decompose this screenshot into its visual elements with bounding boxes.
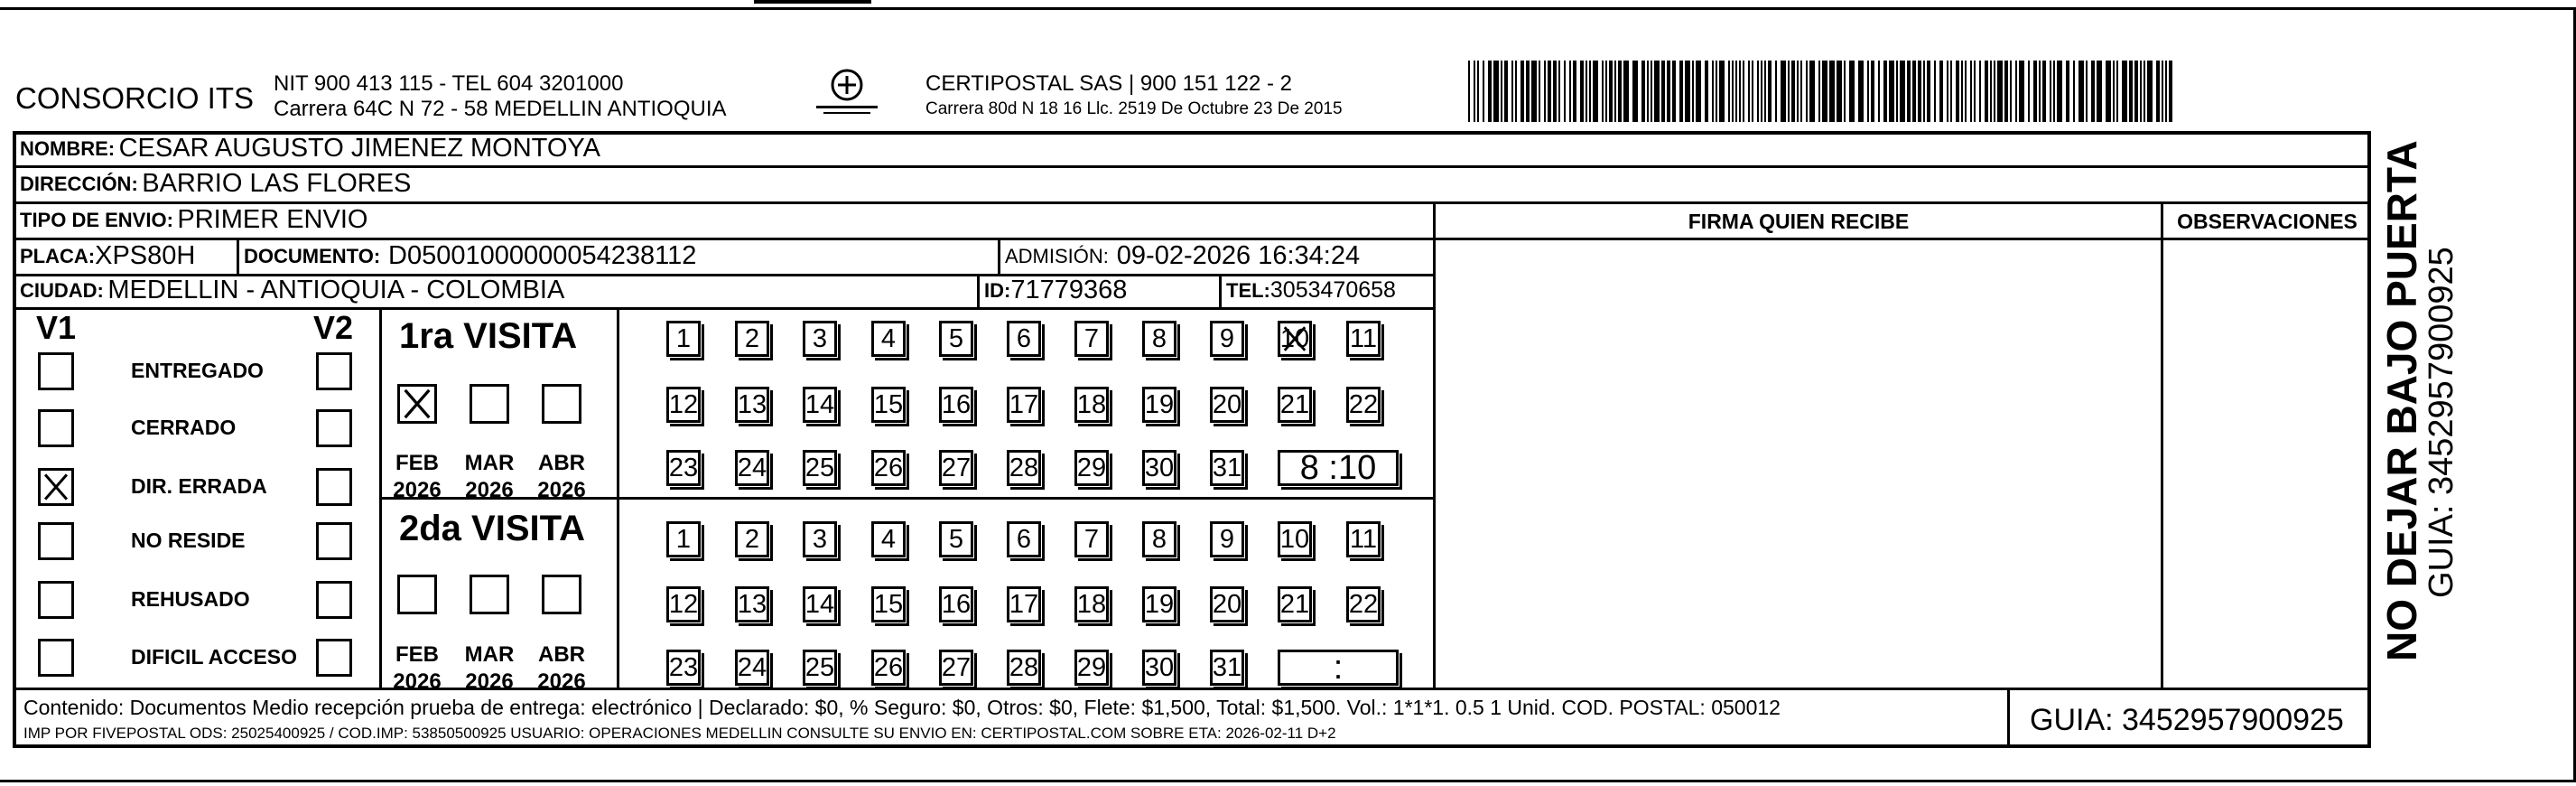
barcode (1468, 61, 2174, 122)
placa-label: PLACA: (20, 244, 96, 267)
tipo-value: PRIMER ENVIO (177, 205, 368, 234)
day-box[interactable] (939, 586, 973, 622)
day-number: 25 (804, 453, 835, 482)
day-number: 14 (804, 389, 835, 419)
day-box[interactable] (1074, 521, 1109, 557)
day-number: 18 (1076, 589, 1107, 619)
v2-checkbox[interactable] (316, 639, 352, 677)
day-box[interactable] (1142, 586, 1176, 622)
documento-value: D05001000000054238112 (388, 241, 697, 270)
day-number: 21 (1279, 389, 1310, 419)
month-name: FEB (395, 451, 439, 475)
ciudad-value: MEDELLIN - ANTIOQUIA - COLOMBIA (107, 276, 565, 304)
day-number: 29 (1076, 652, 1107, 682)
direccion-row (20, 169, 411, 199)
status-label: REHUSADO (131, 587, 250, 611)
month-checkbox[interactable] (397, 575, 437, 614)
day-number: 24 (737, 652, 767, 682)
day-box[interactable] (1346, 521, 1381, 557)
day-box[interactable] (666, 586, 701, 622)
day-box[interactable] (871, 586, 906, 622)
time-value: 8 :10 (1299, 448, 1377, 487)
day-number: 19 (1144, 389, 1175, 419)
month-year: 2026 (393, 669, 442, 694)
top-mark (754, 0, 871, 4)
tel-label: TEL: (1226, 278, 1270, 302)
day-box[interactable] (871, 387, 906, 423)
v1-checkbox[interactable] (38, 468, 74, 506)
day-number: 1 (675, 524, 692, 554)
status-label: DIR. ERRADA (131, 474, 267, 498)
v1-checkbox[interactable] (38, 409, 74, 447)
day-number: 15 (873, 589, 904, 619)
day-box[interactable] (1210, 521, 1244, 557)
day-number: 2 (744, 524, 760, 554)
month-name: ABR (538, 451, 585, 475)
day-box[interactable] (1142, 387, 1176, 423)
day-box[interactable] (1210, 586, 1244, 622)
admision-value: 09-02-2026 16:34:24 (1116, 241, 1361, 270)
day-number: 19 (1144, 589, 1175, 619)
month-label (386, 450, 449, 504)
v1-checkbox[interactable] (38, 352, 74, 390)
day-number: 26 (873, 453, 904, 482)
day-number: 26 (873, 652, 904, 682)
day-box[interactable] (939, 387, 973, 423)
day-box[interactable] (1278, 387, 1312, 423)
day-number: 23 (668, 652, 699, 682)
time-box[interactable] (1278, 650, 1399, 686)
day-number: 4 (880, 524, 897, 554)
day-box[interactable] (1346, 586, 1381, 622)
day-box[interactable] (1007, 450, 1041, 486)
day-number: 3 (812, 524, 828, 554)
day-box[interactable] (803, 586, 837, 622)
day-box[interactable] (871, 650, 906, 686)
day-box[interactable] (1007, 650, 1041, 686)
day-number: 21 (1279, 589, 1310, 619)
day-box[interactable] (871, 321, 906, 357)
day-box[interactable] (803, 521, 837, 557)
day-number: 11 (1349, 524, 1378, 554)
day-number: 17 (1009, 389, 1039, 419)
day-box[interactable] (1346, 387, 1381, 423)
time-value: : (1333, 648, 1344, 687)
day-box[interactable] (1142, 521, 1176, 557)
day-box[interactable] (803, 321, 837, 357)
day-box[interactable] (939, 650, 973, 686)
obs-left (2161, 201, 2163, 689)
day-box[interactable] (735, 521, 769, 557)
day-box[interactable] (1074, 387, 1109, 423)
month-checkbox[interactable] (542, 384, 581, 424)
day-number: 7 (1083, 524, 1100, 554)
day-number: 20 (1212, 389, 1242, 419)
day-box[interactable] (1278, 521, 1312, 557)
day-box[interactable] (871, 521, 906, 557)
direccion-label: DIRECCIÓN: (20, 172, 138, 195)
v2-checkbox[interactable] (316, 581, 352, 619)
day-number: 20 (1212, 589, 1242, 619)
day-number: 13 (737, 389, 767, 419)
no-dejar-warning: NO DEJAR BAJO PUERTA (2378, 140, 2425, 661)
id-value: 71779368 (1010, 276, 1128, 304)
day-number: 8 (1151, 524, 1167, 554)
day-number: 31 (1212, 652, 1242, 682)
row-divider (13, 238, 1435, 240)
v1-label: V1 (36, 309, 77, 346)
day-number: 10 (1279, 524, 1310, 554)
day-number: 27 (941, 652, 972, 682)
carrier-license: Carrera 80d N 18 16 Llc. 2519 De Octubre 23 De 2015 (925, 99, 1343, 118)
time-box[interactable] (1278, 450, 1399, 486)
day-box[interactable] (939, 521, 973, 557)
day-number: 8 (1151, 323, 1167, 353)
day-box[interactable] (1074, 450, 1109, 486)
admision-label: ADMISIÓN: (1005, 244, 1109, 267)
day-box[interactable] (1210, 321, 1244, 357)
day-number: 5 (948, 524, 964, 554)
company-address: Carrera 64C N 72 - 58 MEDELLIN ANTIOQUIA (274, 97, 727, 121)
day-box[interactable] (1142, 450, 1176, 486)
day-box[interactable] (1142, 650, 1176, 686)
month-name: FEB (395, 642, 439, 667)
ciudad-id-divider (977, 274, 980, 307)
day-box[interactable] (735, 387, 769, 423)
row-divider (13, 307, 1435, 310)
month-name: ABR (538, 642, 585, 667)
guia-divider (2007, 688, 2010, 748)
day-box[interactable] (1007, 586, 1041, 622)
day-number: 12 (668, 589, 699, 619)
day-box[interactable] (1007, 321, 1041, 357)
day-number: 30 (1144, 652, 1175, 682)
check-mark (1280, 323, 1309, 354)
month-checkbox[interactable] (470, 384, 509, 424)
day-box[interactable] (1007, 521, 1041, 557)
day-box[interactable] (1007, 387, 1041, 423)
day-box[interactable] (1074, 650, 1109, 686)
day-box[interactable] (666, 450, 701, 486)
v2-label: V2 (313, 309, 354, 346)
day-number: 31 (1212, 453, 1242, 482)
day-number: 13 (737, 589, 767, 619)
day-number: 3 (812, 323, 828, 353)
month-year: 2026 (465, 478, 514, 502)
day-number: 17 (1009, 589, 1039, 619)
day-number: 4 (880, 323, 897, 353)
day-box[interactable] (803, 650, 837, 686)
day-number: 5 (948, 323, 964, 353)
day-box[interactable] (666, 387, 701, 423)
day-box[interactable] (803, 450, 837, 486)
month-checkbox[interactable] (542, 575, 581, 614)
documento-cell (244, 241, 696, 271)
documento-label: DOCUMENTO: (244, 244, 381, 267)
day-box[interactable] (666, 650, 701, 686)
day-box[interactable] (735, 650, 769, 686)
day-number: 9 (1219, 524, 1235, 554)
day-number: 1 (675, 323, 692, 353)
footer-guia: GUIA: 3452957900925 (2030, 703, 2344, 737)
footer-contenido: Contenido: Documentos Medio recepción prueba de entrega: electrónico | Declarado: $0, % Seguro: $0, Otros: $0, Flete: $1,500, Total: $1,500. Vol.: 1*1*1. 0.5 1 Unid. COD. POSTAL: 050012 (23, 696, 1781, 719)
footer-imp: IMP POR FIVEPOSTAL ODS: 25025400925 / COD.IMP: 53850500925 USUARIO: OPERACIONES MEDELLIN CONSULTE SU ENVIO EN: CERTIPOSTAL.COM SOBRE ETA: 2026-02-11 D+2 (23, 725, 1336, 742)
placa-value: XPS80H (95, 241, 196, 270)
month-year: 2026 (393, 478, 442, 502)
day-box[interactable] (666, 321, 701, 357)
first-visit-title: 1ra VISITA (399, 316, 578, 356)
firma-left (1433, 201, 1436, 689)
status-label: DIFICIL ACCESO (131, 645, 298, 669)
v2-checkbox[interactable] (316, 352, 352, 390)
status-label: CERRADO (131, 416, 237, 439)
row-divider (13, 165, 2371, 168)
v2-checkbox[interactable] (316, 522, 352, 560)
day-box[interactable] (1210, 650, 1244, 686)
day-number: 9 (1219, 323, 1235, 353)
month-label (458, 641, 521, 696)
id-label: ID: (984, 278, 1011, 302)
month-label (458, 450, 521, 504)
day-number: 30 (1144, 453, 1175, 482)
tel-cell (1226, 276, 1396, 305)
status-label: ENTREGADO (131, 359, 264, 382)
month-checkbox[interactable] (470, 575, 509, 614)
ciudad-label: CIUDAD: (20, 278, 104, 302)
day-number: 14 (804, 589, 835, 619)
day-number: 12 (668, 389, 699, 419)
second-visit-title: 2da VISITA (399, 509, 585, 548)
day-box[interactable] (735, 450, 769, 486)
nombre-row (20, 134, 600, 164)
day-number: 6 (1016, 323, 1032, 353)
row-divider (13, 201, 2371, 204)
day-box[interactable] (1346, 321, 1381, 357)
day-box[interactable] (939, 450, 973, 486)
day-number: 23 (668, 453, 699, 482)
day-box[interactable] (1278, 321, 1312, 357)
admision-cell (1005, 241, 1360, 271)
direccion-value: BARRIO LAS FLORES (142, 169, 412, 198)
day-box[interactable] (666, 521, 701, 557)
header-divider (1435, 238, 2371, 240)
tipo-row (20, 205, 367, 235)
company-nit: NIT 900 413 115 - TEL 604 3201000 (274, 71, 624, 96)
id-cell (984, 276, 1127, 305)
month-checkbox[interactable] (397, 384, 437, 424)
month-name: MAR (464, 451, 515, 475)
day-box[interactable] (939, 321, 973, 357)
day-number: 25 (804, 652, 835, 682)
side-guia: GUIA: 3452957900925 (2423, 247, 2460, 598)
status-label: NO RESIDE (131, 529, 246, 552)
day-box[interactable] (735, 586, 769, 622)
month-year: 2026 (537, 669, 586, 694)
placa-doc-divider (237, 238, 239, 274)
day-number: 29 (1076, 453, 1107, 482)
day-number: 10 (1279, 323, 1310, 353)
month-label (530, 641, 593, 696)
day-number: 6 (1016, 524, 1032, 554)
day-box[interactable] (1278, 586, 1312, 622)
carrier-name: CERTIPOSTAL SAS | 900 151 122 - 2 (925, 71, 1292, 96)
month-label (530, 450, 593, 504)
day-box[interactable] (1074, 586, 1109, 622)
month-label (386, 641, 449, 696)
day-number: 28 (1009, 453, 1039, 482)
tel-value: 3053470658 (1269, 277, 1396, 303)
day-number: 27 (941, 453, 972, 482)
v1-checkbox[interactable] (38, 639, 74, 677)
firma-header: FIRMA QUIEN RECIBE (1688, 210, 1910, 233)
day-number: 16 (941, 389, 972, 419)
observaciones-header: OBSERVACIONES (2177, 210, 2357, 233)
day-number: 28 (1009, 652, 1039, 682)
month-name: MAR (464, 642, 515, 667)
day-number: 22 (1348, 589, 1379, 619)
month-year: 2026 (465, 669, 514, 694)
v1-checkbox[interactable] (38, 581, 74, 619)
day-number: 18 (1076, 389, 1107, 419)
day-number: 11 (1349, 323, 1378, 353)
day-number: 7 (1083, 323, 1100, 353)
day-box[interactable] (871, 450, 906, 486)
day-number: 16 (941, 589, 972, 619)
v2-checkbox[interactable] (316, 409, 352, 447)
day-box[interactable] (803, 387, 837, 423)
v1-checkbox[interactable] (38, 522, 74, 560)
ciudad-cell (20, 276, 564, 305)
month-year: 2026 (537, 478, 586, 502)
placa-cell (20, 241, 195, 271)
day-box[interactable] (1210, 387, 1244, 423)
certipostal-logo (811, 65, 883, 119)
doc-adm-divider (998, 238, 1000, 274)
day-number: 2 (744, 323, 760, 353)
day-box[interactable] (1074, 321, 1109, 357)
nombre-value: CESAR AUGUSTO JIMENEZ MONTOYA (118, 134, 600, 163)
nombre-label: NOMBRE: (20, 136, 116, 160)
id-tel-divider (1219, 274, 1222, 307)
day-number: 15 (873, 389, 904, 419)
tipo-label: TIPO DE ENVIO: (20, 208, 173, 231)
day-box[interactable] (1142, 321, 1176, 357)
company-name: CONSORCIO ITS (15, 81, 255, 115)
v2-checkbox[interactable] (316, 468, 352, 506)
day-number: 22 (1348, 389, 1379, 419)
footer-divider (13, 688, 2371, 690)
day-number: 24 (737, 453, 767, 482)
day-box[interactable] (735, 321, 769, 357)
day-box[interactable] (1210, 450, 1244, 486)
